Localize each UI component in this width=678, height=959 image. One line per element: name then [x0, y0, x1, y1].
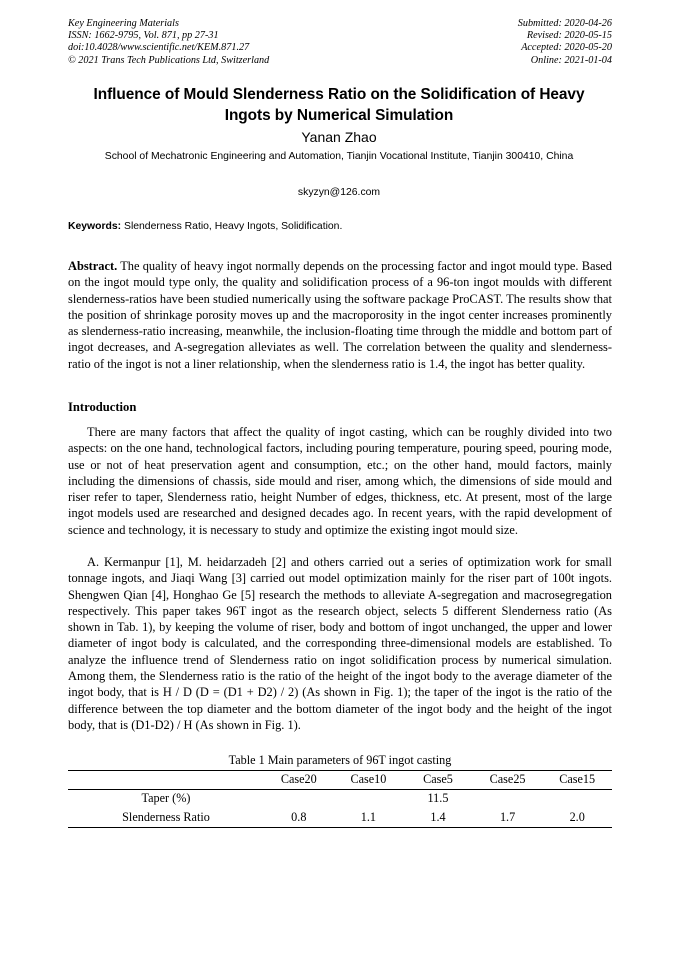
author-email: skyzyn@126.com	[297, 187, 381, 198]
abstract-block	[68, 258, 612, 372]
revised-date: Revised: 2020-05-15	[526, 30, 612, 42]
table-1-head	[68, 771, 612, 790]
table-cell: 1.7	[473, 809, 543, 828]
introduction-paragraph-1	[68, 424, 612, 538]
table-column-header: Case10	[334, 771, 404, 790]
table-column-header: Case5	[403, 771, 473, 790]
table-header-row	[68, 771, 612, 790]
table-column-header: Case25	[473, 771, 543, 790]
section-heading-introduction: Introduction	[68, 400, 137, 414]
copyright-line: © 2021 Trans Tech Publications Ltd, Switzerland	[68, 54, 270, 66]
table-cell	[473, 790, 543, 809]
table-cell	[334, 790, 404, 809]
table-1-body	[68, 790, 612, 828]
introduction-paragraph-2	[68, 554, 612, 733]
author-name: Yanan Zhao	[301, 129, 377, 145]
issn-line: ISSN: 1662-9795, Vol. 871, pp 27-31	[68, 30, 219, 42]
author-affiliation: School of Mechatronic Engineering and Automation, Tianjin Vocational Institute, Tianjin 300410, China	[104, 151, 574, 162]
table-cell: 1.1	[334, 809, 404, 828]
table-1-caption: Table 1 Main parameters of 96T ingot casting	[228, 753, 452, 767]
masthead-right	[518, 18, 612, 67]
accepted-date: Accepted: 2020-05-20	[521, 42, 612, 54]
table-column-header: Case20	[264, 771, 334, 790]
table-corner-header	[68, 771, 264, 790]
paragraph-text: A. Kermanpur [1], M. heidarzadeh [2] and others carried out a series of optimization work for small tonnage ingots, and Jiaqi Wang [3] carried out model optimization mainly for the riser part of 100t ingots. Shengwen Qian [4], Honghao Ge [5] research the methods to alleviate A-segregation and macrosegregation respectively. This paper takes 96T ingot as the research object, selects 5 different Slenderness ratio (As shown in Tab. 1), by keeping the volume of riser, body and bottom of ingot unchanged, the upper and lower diameter of ingot body is calculated, and the corresponding three-dimensional models are established. To analyze the influence trend of Slenderness ratio on ingot solidification process by numerical simulation. Among them, the Slenderness ratio is the ratio of the height of the ingot body to the average diameter of the ingot body, that is H / D (D = (D1 + D2) / 2) (As shown in Fig. 1); the taper of the ingot is the ratio of the difference between the top diameter and the bottom diameter of the ingot body and the height of the ingot body, that is (D1-D2) / H (As shown in Fig. 1).	[68, 555, 612, 732]
doi-line: doi:10.4028/www.scientific.net/KEM.871.27	[68, 42, 250, 54]
keywords-line	[68, 220, 612, 234]
table-1-container	[68, 752, 612, 828]
paragraph-text: There are many factors that affect the quality of ingot casting, which can be roughly divided into two aspects: on the one hand, technological factors, including pouring temperature, pouring speed, pouring mode, use or not of heat preservation agent and consumption, etc.; on the other hand, mould factors, mainly including the dimensions of chassis, side mould and riser, among which, the dimensions of side mould and riser refer to taper, Slenderness ratio, height Number of edges, thickness, etc. At present, most of the large ingot models used are researched and designed decades ago. In recent years, with the rapid development of science and technology, it is necessary to study and optimize the existing ingot mould size.	[68, 425, 612, 537]
abstract-label: Abstract.	[68, 259, 118, 273]
table-1	[68, 770, 612, 828]
table-row-label: Taper (%)	[141, 791, 191, 806]
table-cell	[542, 790, 612, 809]
masthead-left	[68, 18, 269, 67]
submitted-date: Submitted: 2020-04-26	[517, 18, 612, 29]
online-date: Online: 2021-01-04	[530, 54, 612, 66]
journal-name: Key Engineering Materials	[68, 18, 179, 29]
abstract-text: The quality of heavy ingot normally depends on the processing factor and ingot mould type. Based on the ingot mould type only, the quality and solidification process of a 96-ton ingot moulds with different slenderness-ratios have been studied numerically using the software package ProCAST. The results show that the position of shrinkage porosity moves up and the macroporosity in the ingot center increases prominently as slenderness-ratio increasing, meanwhile, the inclusion-floating time through the middle and bottom part of ingot decreases, and A-segregation alleviates as well. The correlation between the quality and slenderness-ratio of the ingot is not a liner relationship, when the slenderness ratio is 1.4, the ingot has better quality.	[68, 259, 612, 371]
table-row	[68, 790, 612, 809]
page-title: Influence of Mould Slenderness Ratio on the Solidification of Heavy Ingots by Numerical Simulation	[93, 86, 585, 124]
keywords-label: Keywords:	[68, 221, 122, 232]
keywords-value: Slenderness Ratio, Heavy Ingots, Solidification.	[121, 221, 343, 232]
table-row-label: Slenderness Ratio	[68, 809, 264, 828]
table-cell: 2.0	[542, 809, 612, 828]
table-cell: 1.4	[403, 809, 473, 828]
masthead	[68, 18, 612, 70]
table-cell	[264, 790, 334, 809]
table-cell: 0.8	[264, 809, 334, 828]
table-column-header: Case15	[542, 771, 612, 790]
table-cell: 11.5	[427, 791, 449, 806]
table-row	[68, 809, 612, 828]
